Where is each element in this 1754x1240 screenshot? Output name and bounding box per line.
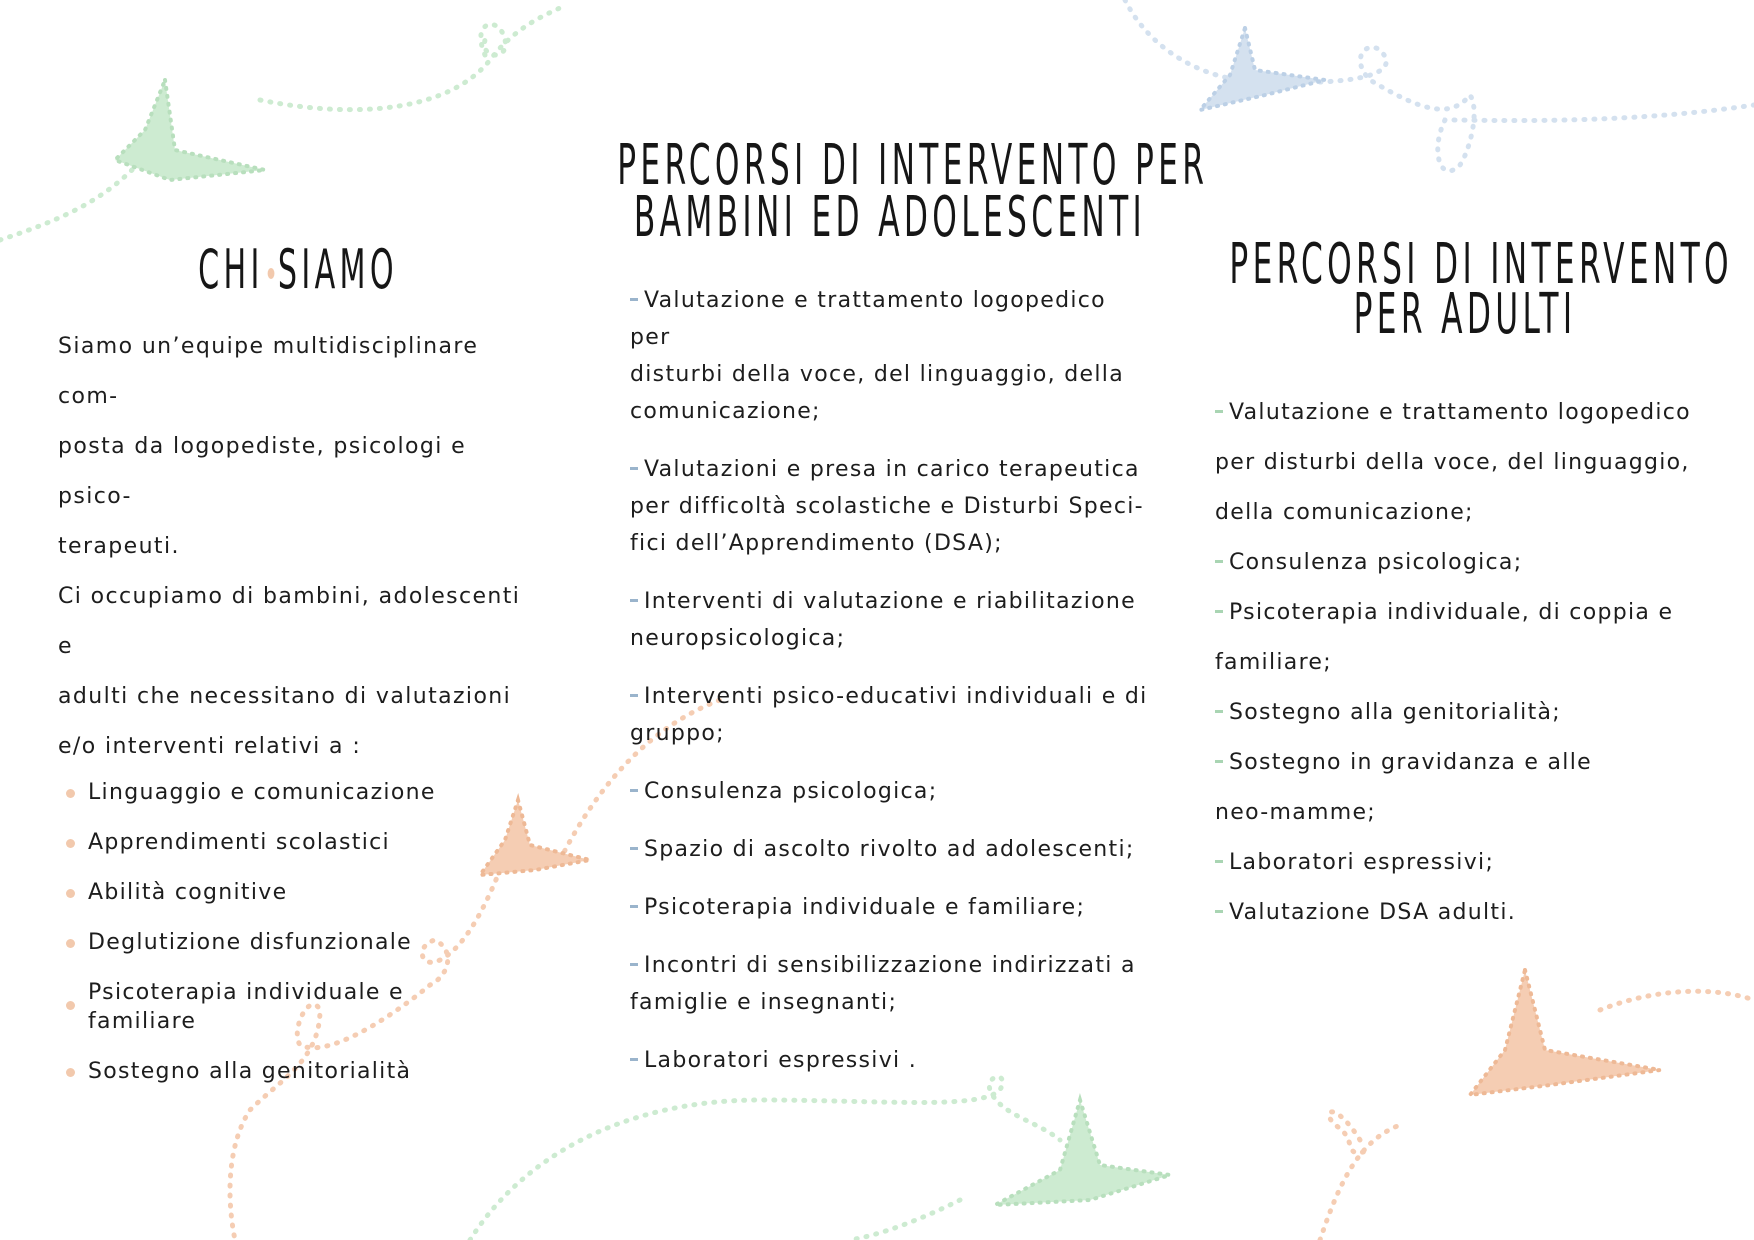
list-item: Spazio di ascolto rivolto ad adolescenti; xyxy=(630,831,1150,868)
list-item: Incontri di sensibilizzazione indirizzati a famiglie e insegnanti; xyxy=(630,953,1136,1015)
origami-bird-peach-bottom-right-icon xyxy=(1470,970,1660,1095)
dash-bullet-icon xyxy=(630,694,638,697)
list-item: Valutazione DSA adulti. xyxy=(1215,888,1715,938)
dotted-flight-path xyxy=(1125,0,1240,80)
list-item: Valutazione e trattamento logopedico per disturbi della voce, del linguaggio, della comunicazione; xyxy=(1215,400,1691,525)
bullet-dot-icon xyxy=(66,839,75,848)
bullet-dot-icon xyxy=(66,1068,75,1077)
list-item: Consulenza psicologica; xyxy=(1215,538,1715,588)
dotted-flight-path xyxy=(470,1077,1060,1240)
dash-bullet-icon xyxy=(630,298,638,301)
dash-bullet-icon xyxy=(630,963,638,966)
list-item: Psicoterapia individuale, di coppia e familiare; xyxy=(1215,600,1674,675)
intro-line: posta da logopediste, psicologi e psico- xyxy=(58,434,467,509)
bullet-dot-icon xyxy=(66,1001,75,1010)
dash-bullet-icon xyxy=(1215,860,1223,863)
list-item: Sostegno alla genitorialità xyxy=(58,1057,538,1086)
dash-bullet-icon xyxy=(1215,610,1223,613)
dash-bullet-icon xyxy=(1215,560,1223,563)
services-bullet-list xyxy=(58,778,538,1086)
list-item: Consulenza psicologica; xyxy=(630,773,1150,810)
list-item: Interventi psico-educativi individuali e di gruppo; xyxy=(630,684,1148,746)
dash-bullet-icon xyxy=(1215,410,1223,413)
dotted-flight-path xyxy=(1329,1112,1370,1153)
list-item: Psicoterapia individuale e familiare xyxy=(58,978,538,1036)
list-item: Sostegno in gravidanza e alle neo-mamme; xyxy=(1215,750,1592,825)
dash-bullet-icon xyxy=(1215,910,1223,913)
dash-bullet-icon xyxy=(1215,760,1223,763)
origami-bird-blue-icon xyxy=(1200,28,1325,110)
bullet-dot-icon xyxy=(66,889,75,898)
dash-bullet-icon xyxy=(1215,710,1223,713)
origami-bird-green-bottom-icon xyxy=(995,1100,1170,1205)
list-item: Apprendimenti scolastici xyxy=(58,828,538,857)
adult-services-column xyxy=(1215,232,1733,938)
list-item: Sostegno alla genitorialità; xyxy=(1215,688,1715,738)
list-item: Linguaggio e comunicazione xyxy=(58,778,538,807)
dotted-flight-path xyxy=(481,24,506,55)
dash-bullet-icon xyxy=(630,847,638,850)
children-services-list xyxy=(630,282,1150,1079)
list-item: Abilità cognitive xyxy=(58,878,538,907)
list-item: Valutazioni e presa in carico terapeutica per difficoltà scolastiche e Disturbi Speci- fici dell’Apprendimento (DSA); xyxy=(630,457,1144,556)
bullet-dot-icon xyxy=(66,939,75,948)
list-item: Laboratori espressivi . xyxy=(630,1042,1150,1079)
bullet-dot-icon xyxy=(66,789,75,798)
dotted-flight-path xyxy=(850,1200,960,1240)
children-services-title: PERCORSI DI INTERVENTO PER BAMBINI ED ADOLESCENTI xyxy=(617,133,1209,250)
chi-siamo-column xyxy=(58,240,538,1107)
dash-bullet-icon xyxy=(630,789,638,792)
dash-bullet-icon xyxy=(630,1058,638,1061)
dash-bullet-icon xyxy=(630,599,638,602)
list-item: Deglutizione disfunzionale xyxy=(58,928,538,957)
list-item: Valutazione e trattamento logopedico per disturbi della voce, del linguaggio, della comunicazione; xyxy=(630,288,1124,424)
intro-line: terapeuti. xyxy=(58,534,180,559)
chi-siamo-intro xyxy=(58,322,538,772)
dotted-flight-path xyxy=(1600,991,1754,1010)
children-services-column xyxy=(617,133,1209,1100)
origami-bird-green-icon xyxy=(115,80,265,180)
title-dot xyxy=(267,268,274,279)
intro-line: Siamo un’equipe multidisciplinare com- xyxy=(58,334,479,409)
dotted-flight-path xyxy=(1320,47,1754,171)
dotted-flight-path xyxy=(260,5,565,110)
adult-services-list xyxy=(1215,388,1715,938)
chi-siamo-title: CHI SIAMO xyxy=(198,238,398,301)
dash-bullet-icon xyxy=(630,905,638,908)
list-item: Interventi di valutazione e riabilitazione neuropsicologica; xyxy=(630,589,1136,651)
dash-bullet-icon xyxy=(630,467,638,470)
intro-line: Ci occupiamo di bambini, adolescenti e xyxy=(58,584,521,659)
list-item: Laboratori espressivi; xyxy=(1215,838,1715,888)
intro-line: e/o interventi relativi a : xyxy=(58,734,362,759)
list-item: Psicoterapia individuale e familiare; xyxy=(630,889,1150,926)
intro-line: adulti che necessitano di valutazioni xyxy=(58,684,512,709)
adult-services-title: PERCORSI DI INTERVENTO PER ADULTI xyxy=(1229,232,1733,347)
